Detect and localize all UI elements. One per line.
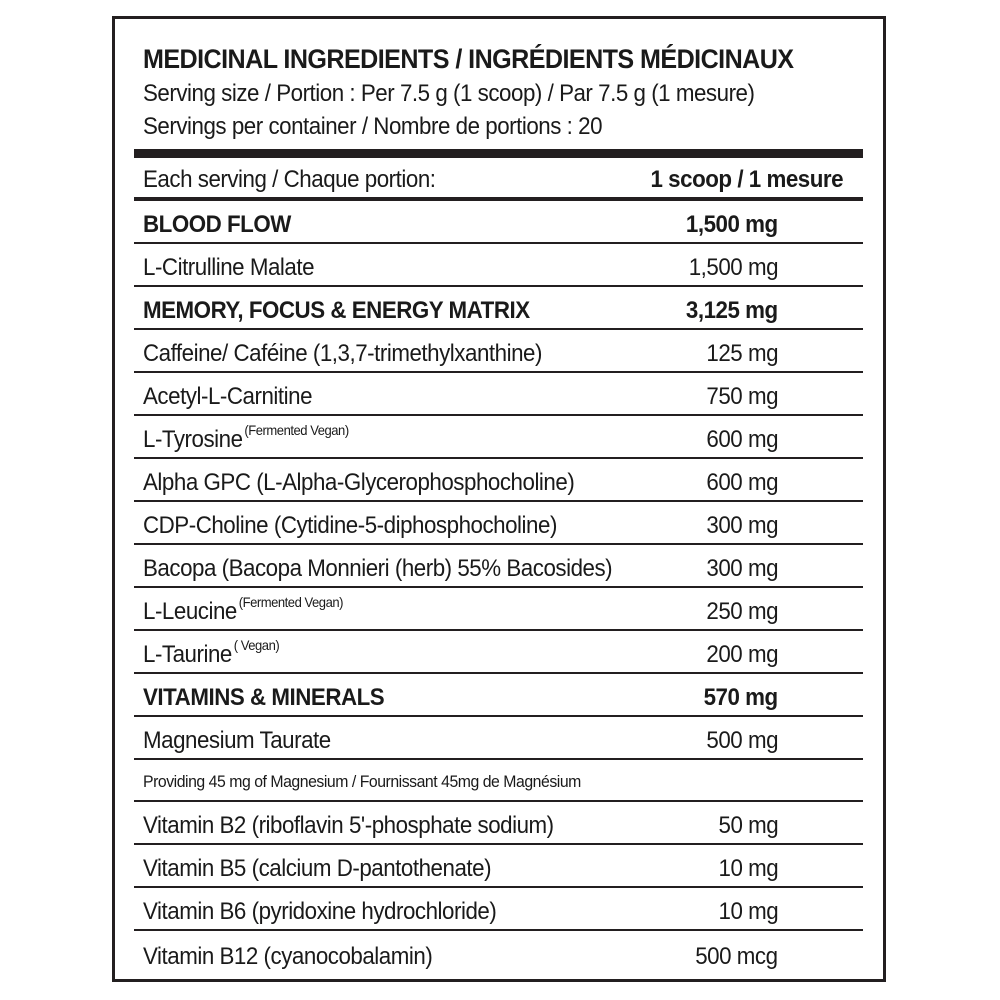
ingredient-row [134, 459, 863, 502]
ingredient-name [143, 898, 496, 926]
ingredient-row [134, 545, 863, 588]
label-text: L-Citrulline Malate [143, 254, 315, 281]
label-text: CDP-Choline (Cytidine-5-diphosphocholine) [143, 512, 557, 539]
category-row [134, 201, 863, 244]
label-text: L-Taurine [143, 641, 232, 668]
ingredient-amount: 200 mg [706, 641, 778, 668]
ingredient-row [134, 244, 863, 287]
ingredient-name [143, 340, 542, 368]
ingredient-amount: 125 mg [706, 340, 778, 367]
ingredient-name [143, 812, 554, 840]
header-divider [134, 149, 863, 158]
ingredient-name [143, 555, 612, 583]
serving-row [134, 158, 863, 201]
panel-title: MEDICINAL INGREDIENTS / INGRÉDIENTS MÉDICINAUX [143, 44, 794, 74]
ingredient-name [143, 594, 343, 626]
ingredient-name [143, 383, 312, 411]
label-text: MEMORY, FOCUS & ENERGY MATRIX [143, 297, 530, 324]
ingredient-amount: 600 mg [706, 426, 778, 453]
ingredient-row [134, 802, 863, 845]
category-row [134, 287, 863, 330]
ingredient-amount: 50 mg [718, 812, 778, 839]
label-text: Caffeine/ Caféine (1,3,7-trimethylxanthine) [143, 340, 542, 367]
ingredient-row [134, 888, 863, 931]
serving-label: Each serving / Chaque portion: [143, 166, 436, 193]
ingredient-name [143, 637, 280, 669]
panel-header [143, 41, 863, 143]
note-text [143, 772, 581, 792]
label-text: Acetyl-L-Carnitine [143, 383, 313, 410]
category-amount: 570 mg [703, 684, 778, 711]
label-text: L-Tyrosine [143, 426, 243, 453]
note-row [134, 760, 863, 802]
ingredient-row [134, 373, 863, 416]
ingredient-amount: 300 mg [706, 555, 778, 582]
label-text: Vitamin B5 (calcium D-pantothenate) [143, 855, 492, 882]
ingredient-row [134, 717, 863, 760]
category-amount: 1,500 mg [686, 211, 778, 238]
ingredient-name [143, 855, 491, 883]
ingredient-row [134, 931, 863, 974]
label-text: L-Leucine [143, 598, 237, 625]
ingredient-name [143, 512, 557, 540]
label-text: Vitamin B12 (cyanocobalamin) [143, 943, 433, 970]
ingredient-amount: 600 mg [706, 469, 778, 496]
category-label [143, 297, 530, 325]
ingredient-qualifier: ( Vegan) [233, 637, 280, 653]
servings-per-container-text: Servings per container / Nombre de portions : 20 [143, 113, 603, 140]
label-text: Bacopa (Bacopa Monnieri (herb) 55% Bacosides) [143, 555, 613, 582]
ingredient-row [134, 631, 863, 674]
category-amount: 3,125 mg [686, 297, 778, 324]
ingredient-amount: 10 mg [718, 898, 778, 925]
ingredient-row [134, 502, 863, 545]
serving-amount: 1 scoop / 1 mesure [650, 166, 843, 193]
label-text: Alpha GPC (L-Alpha-Glycerophosphocholine) [143, 469, 575, 496]
ingredient-amount: 250 mg [706, 598, 778, 625]
ingredient-name [143, 943, 432, 971]
ingredient-row [134, 330, 863, 373]
ingredient-amount: 300 mg [706, 512, 778, 539]
label-text: Providing 45 mg of Magnesium / Fournissant 45mg de Magnésium [143, 772, 581, 791]
ingredient-amount: 1,500 mg [688, 254, 778, 281]
ingredient-table [134, 158, 863, 974]
category-row [134, 674, 863, 717]
label-text: VITAMINS & MINERALS [143, 684, 385, 711]
ingredient-name [143, 469, 574, 497]
label-text: BLOOD FLOW [143, 211, 291, 238]
ingredient-qualifier: (Fermented Vegan) [238, 594, 343, 610]
label-text: Vitamin B2 (riboflavin 5'-phosphate sodium) [143, 812, 554, 839]
label-text: Magnesium Taurate [143, 727, 331, 754]
ingredient-name [143, 254, 314, 282]
label-text: Vitamin B6 (pyridoxine hydrochloride) [143, 898, 497, 925]
ingredient-qualifier: (Fermented Vegan) [244, 422, 349, 438]
supplement-facts-panel [112, 16, 886, 982]
ingredient-name [143, 422, 349, 454]
ingredient-amount: 10 mg [718, 855, 778, 882]
ingredient-amount: 500 mcg [695, 943, 778, 970]
ingredient-amount: 500 mg [706, 727, 778, 754]
ingredient-row [134, 845, 863, 888]
ingredient-amount: 750 mg [706, 383, 778, 410]
ingredient-name [143, 727, 331, 755]
ingredient-row [134, 416, 863, 459]
category-label [143, 211, 291, 239]
serving-size-text: Serving size / Portion : Per 7.5 g (1 scoop) / Par 7.5 g (1 mesure) [143, 80, 755, 107]
category-label [143, 684, 384, 712]
ingredient-row [134, 588, 863, 631]
